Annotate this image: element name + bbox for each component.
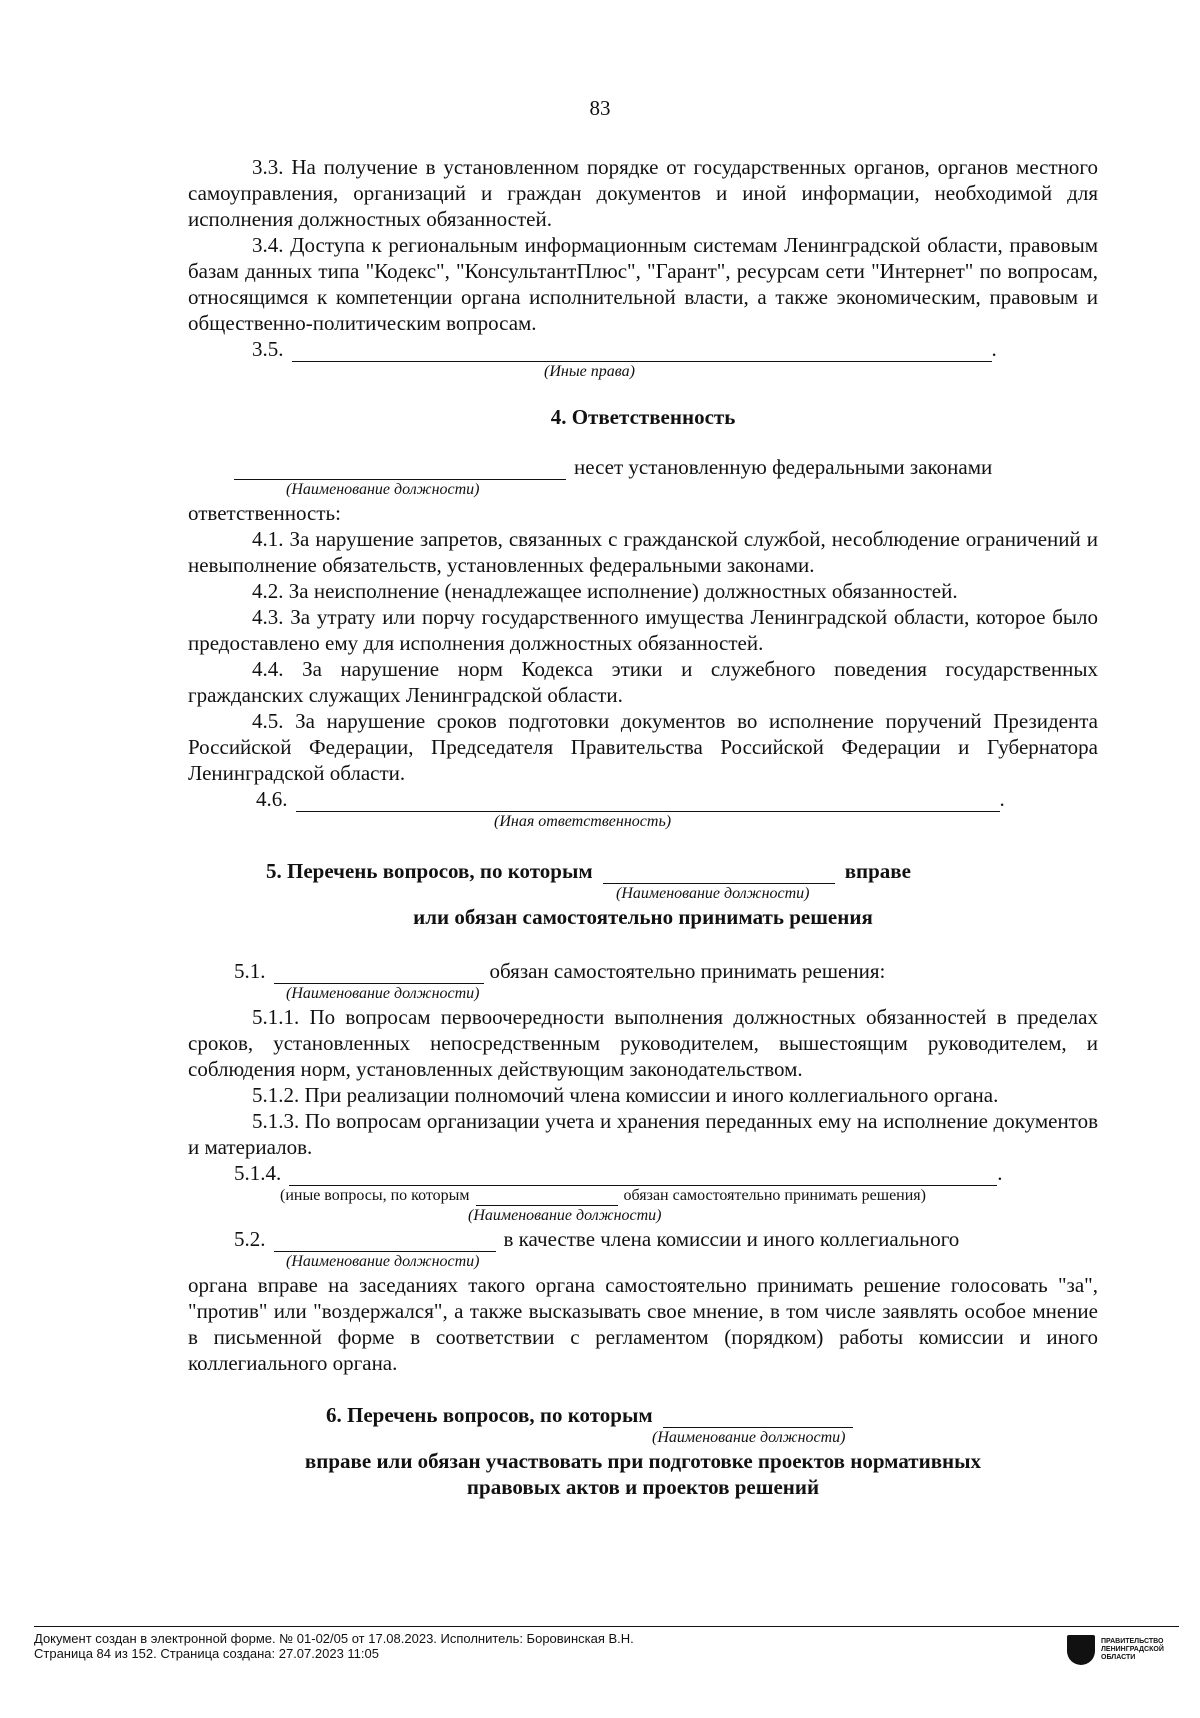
paragraph-3-5-number: 3.5.	[252, 337, 284, 361]
paragraph-4-5: 4.5. За нарушение сроков подготовки документов во исполнение поручений Президента Российской Федерации, Председателя Правительства Российской Федерации и Губернатора Ленинградской области.	[188, 709, 1098, 785]
section-5-heading-end: вправе	[844, 859, 911, 883]
paragraph-3-3: 3.3. На получение в установленном порядке от государственных органов, органов местного самоуправления, организаций и граждан документов и иной информации, необходимой для исполнения должностных обязанностей.	[188, 155, 1098, 231]
blank-line	[663, 1409, 853, 1428]
paragraph-5-1-3: 5.1.3. По вопросам организации учета и хранения переданных ему на исполнение документов и материалов.	[188, 1109, 1098, 1159]
paragraph-5-2-continuation: органа вправе на заседаниях такого органа самостоятельно принимать решение голосовать "за", "против" или "воздержался", а также высказывать свое мнение, в том числе заявлять особое мнение в письменной форме в соответствии с регламентом (порядком) работы комиссии и иного коллегиального органа.	[188, 1273, 1098, 1375]
section-6-heading-line	[188, 1402, 1098, 1428]
responsibility-text: несет установленную федеральными законами	[574, 455, 993, 479]
blank-line	[274, 1233, 496, 1252]
logo-text: ПРАВИТЕЛЬСТВО ЛЕНИНГРАДСКОЙ ОБЛАСТИ	[1101, 1638, 1164, 1661]
paragraph-5-2-number: 5.2.	[234, 1227, 266, 1251]
other-questions-note-start: (иные вопросы, по которым	[280, 1187, 470, 1204]
paragraph-5-2-text: в качестве члена комиссии и иного коллегиального	[503, 1227, 960, 1251]
paragraph-4-6: 4.6. .	[256, 787, 1005, 811]
coat-of-arms-icon	[1067, 1635, 1095, 1665]
paragraph-3-4: 3.4. Доступа к региональным информационным системам Ленинградской области, правовым базам данных типа "Кодекс", "КонсультантПлюс", "Гарант", ресурсам сети "Интернет" по вопросам, относящимся к компетенции органа исполнительной власти, а также экономическим, правовым и общественно-политическим вопросам.	[188, 233, 1098, 335]
paragraph-3-5: 3.5. .	[252, 337, 997, 361]
caption-position-name: (Наименование должности)	[616, 885, 810, 902]
responsibility-continuation: ответственность:	[188, 501, 341, 525]
footer-page-info: Страница 84 из 152. Страница создана: 27.07.2023 11:05	[34, 1646, 379, 1661]
footer-document-info: Документ создан в электронной форме. № 01-02/05 от 17.08.2023. Исполнитель: Боровинская В.Н.	[34, 1631, 634, 1646]
caption-position-name: (Наименование должности)	[286, 1253, 480, 1270]
paragraph-4-1: 4.1. За нарушение запретов, связанных с гражданской службой, несоблюдение ограничений и невыполнение обязательств, установленных федеральными законами.	[188, 527, 1098, 577]
section-4-heading: 4. Ответственность	[550, 405, 736, 429]
paragraph-5-1-1: 5.1.1. По вопросам первоочередности выполнения должностных обязанностей в пределах сроков, установленных непосредственным руководителем, вышестоящим руководителем, и соблюдения норм, установленных действующим законодательством.	[188, 1005, 1098, 1081]
caption-position-name: (Наименование должности)	[286, 481, 480, 498]
paragraph-5-1-4-number: 5.1.4.	[234, 1161, 282, 1185]
section-6-heading-third-line: правовых актов и проектов решений	[466, 1475, 820, 1499]
section-5-heading-second-line: или обязан самостоятельно принимать решения	[413, 905, 873, 929]
paragraph-4-3: 4.3. За утрату или порчу государственного имущества Ленинградской области, которое было предоставлено ему для исполнения должностных обязанностей.	[188, 605, 1098, 655]
paragraph-5-1	[234, 958, 1098, 984]
caption-position-name: (Наименование должности)	[468, 1207, 662, 1224]
caption-other-responsibility: (Иная ответственность)	[494, 813, 672, 830]
section-5-heading-start: 5. Перечень вопросов, по которым	[266, 859, 593, 883]
paragraph-5-1-4: 5.1.4. .	[234, 1161, 1003, 1185]
blank-line	[292, 343, 992, 362]
caption-position-name: (Наименование должности)	[286, 985, 480, 1002]
paragraph-5-1-2: 5.1.2. При реализации полномочий члена комиссии и иного коллегиального органа.	[252, 1083, 999, 1107]
government-logo	[1067, 1635, 1173, 1665]
other-questions-note-end: обязан самостоятельно принимать решения)	[623, 1187, 926, 1204]
paragraph-4-4: 4.4. За нарушение норм Кодекса этики и служебного поведения государственных гражданских служащих Ленинградской области.	[188, 657, 1098, 707]
caption-position-name: (Наименование должности)	[652, 1429, 846, 1446]
paragraph-4-6-number: 4.6.	[256, 787, 288, 811]
paragraph-5-2	[234, 1226, 1098, 1252]
document-footer	[34, 1626, 1179, 1661]
blank-line	[234, 461, 566, 480]
paragraph-5-1-text: обязан самостоятельно принимать решения:	[489, 959, 886, 983]
paragraph-4-2: 4.2. За неисполнение (ненадлежащее исполнение) должностных обязанностей.	[252, 579, 958, 603]
section-6-heading-second-line: вправе или обязан участвовать при подготовке проектов нормативных	[304, 1449, 982, 1473]
blank-line	[476, 1193, 618, 1206]
page-number: 83	[589, 96, 611, 120]
section-5-heading-line	[188, 858, 1098, 884]
other-questions-note	[188, 1186, 1098, 1206]
responsibility-line	[234, 454, 1098, 480]
blank-line	[296, 793, 1000, 812]
caption-other-rights: (Иные права)	[544, 363, 635, 380]
blank-line	[603, 865, 835, 884]
blank-line	[274, 965, 484, 984]
blank-line	[289, 1167, 997, 1186]
document-body	[188, 154, 1098, 1500]
section-6-heading-start: 6. Перечень вопросов, по которым	[326, 1403, 653, 1427]
paragraph-5-1-number: 5.1.	[234, 959, 266, 983]
